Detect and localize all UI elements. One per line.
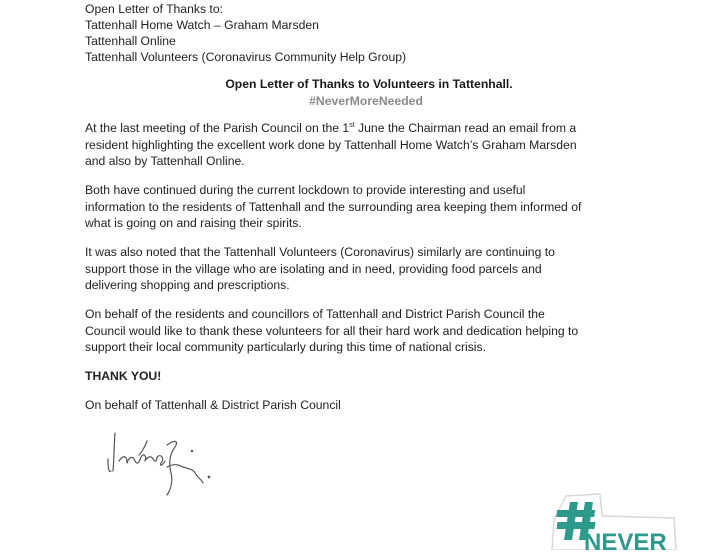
letter-body — [85, 120, 645, 426]
paragraph-line: delivering shopping and prescriptions. — [85, 278, 290, 292]
letter-title: Open Letter of Thanks to Volunteers in Tattenhall. — [225, 77, 513, 91]
svg-text:NEVER: NEVER — [584, 529, 667, 550]
never-more-needed-logo — [548, 490, 678, 550]
addressee-home-watch: Tattenhall Home Watch – Graham Marsden — [85, 18, 319, 32]
addressee-volunteers: Tattenhall Volunteers (Coronavirus Community Help Group) — [85, 50, 407, 64]
ordinal-suffix: st — [349, 122, 355, 129]
addressee-intro: Open Letter of Thanks to: — [85, 2, 223, 16]
paragraph-lockdown — [85, 182, 645, 232]
letter-heading — [0, 76, 720, 110]
paragraph-line: what is going on and raising their spirits. — [85, 216, 302, 230]
signature-icon — [105, 425, 255, 505]
paragraph-thanks — [85, 306, 645, 356]
paragraph-meeting — [85, 120, 645, 170]
addressee-tattenhall-online: Tattenhall Online — [85, 34, 176, 48]
thank-you-text: THANK YOU! — [85, 369, 162, 383]
paragraph-line: and also by Tattenhall Online. — [85, 154, 245, 168]
paragraph-line: Both have continued during the current lockdown to provide interesting and useful — [85, 183, 526, 197]
paragraph-line: On behalf of the residents and councillors of Tattenhall and District Parish Council the — [85, 307, 545, 321]
paragraph-line: information to the residents of Tattenhall and the surrounding area keeping them informed of — [85, 199, 582, 214]
text-run: June the Chairman read an email from a — [354, 121, 577, 135]
paragraph-line: It was also noted that the Tattenhall Volunteers (Coronavirus) similarly are continuing to — [85, 245, 555, 259]
letter-hashtag: #NeverMoreNeeded — [309, 94, 423, 108]
paragraph-volunteers — [85, 244, 645, 294]
text-run: At the last meeting of the Parish Council on the 1 — [85, 121, 350, 135]
paragraph-line — [85, 120, 645, 137]
addressee-block — [85, 1, 406, 65]
paragraph-line: support their local community particularly during this time of national crisis. — [85, 340, 486, 354]
paragraph-line: support those in the village who are isolating and in need, providing food parcels and — [85, 261, 542, 276]
hashtag-logo-icon — [548, 490, 678, 550]
paragraph-line: resident highlighting the excellent work done by Tattenhall Home Watch’s Graham Marsden — [85, 137, 577, 152]
paragraph-line: Council would like to thank these volunteers for all their hard work and dedication helping to — [85, 323, 579, 338]
sign-off-text: On behalf of Tattenhall & District Parish Council — [85, 398, 341, 412]
